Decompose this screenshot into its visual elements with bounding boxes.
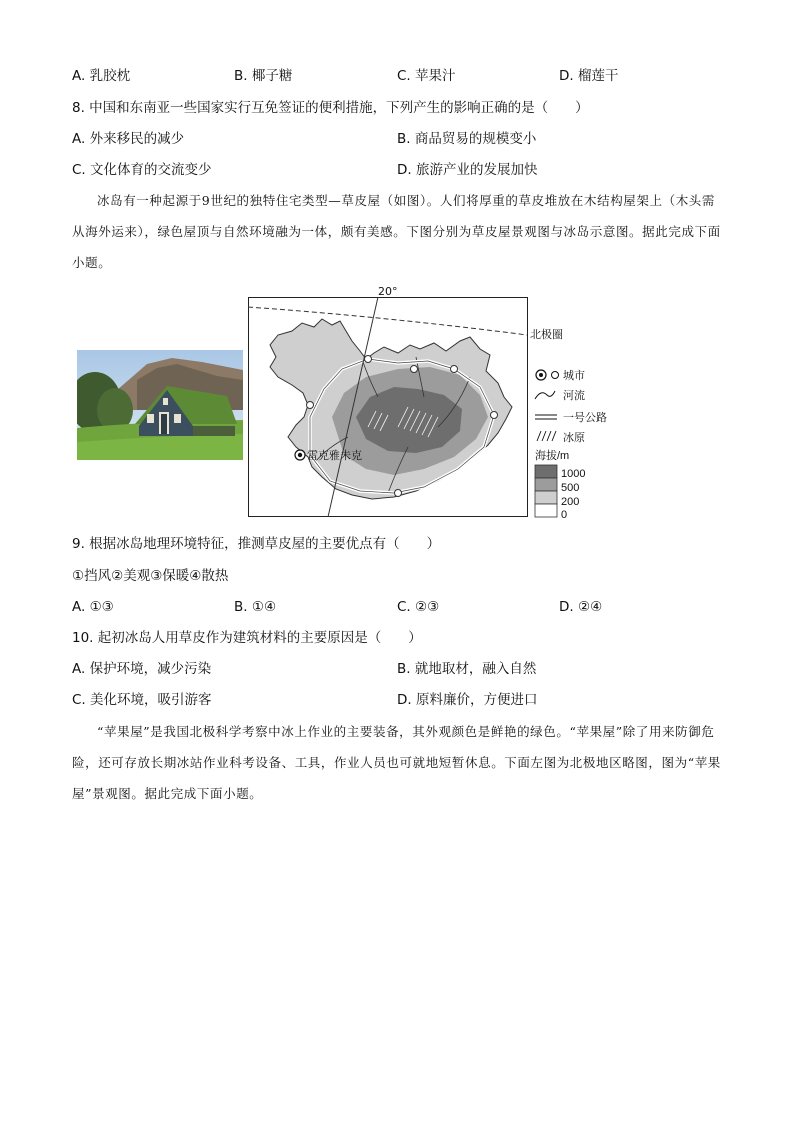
elev-label-1000: 1000 — [561, 468, 586, 480]
legend-highway: 一号公路 — [563, 412, 607, 424]
q9-items: ①挡风②美观③保暖④散热 — [72, 568, 229, 584]
capital-label: 雷克雅未克 — [307, 450, 362, 462]
q10-option-d: D. 原料廉价，方便进口 — [397, 692, 538, 708]
q8-option-a: A. 外来移民的减少 — [72, 131, 185, 147]
q8-option-c: C. 文化体育的交流变少 — [72, 162, 212, 178]
q7-option-b: B. 椰子糖 — [234, 68, 293, 84]
q10-option-c: C. 美化环境，吸引游客 — [72, 692, 212, 708]
q9-option-b: B. ①④ — [234, 599, 277, 615]
map-legend — [533, 365, 633, 525]
elev-swatch-500 — [535, 478, 557, 491]
turf-house-photo — [77, 350, 243, 460]
q8-option-d: D. 旅游产业的发展加快 — [397, 162, 538, 178]
iceland-map — [248, 297, 528, 517]
town-marker — [365, 356, 372, 363]
glacier-icon — [537, 431, 556, 441]
legend-glacier: 冰原 — [563, 432, 585, 444]
town-marker — [307, 402, 314, 409]
q10-stem: 10. 起初冰岛人用草皮作为建筑材料的主要原因是（ ） — [72, 630, 422, 646]
q9-option-a: A. ①③ — [72, 599, 114, 615]
town-marker — [395, 490, 402, 497]
q7-option-a: A. 乳胶枕 — [72, 68, 131, 84]
passage-apple-house: “苹果屋”是我国北极科学考察中冰上作业的主要装备，其外观颜色是鲜艳的绿色。“苹果屋”除了用来防御危险，还可存放长期冰站作业科考设备、工具，作业人员也可就地短暂休息。下面左图为北极地区略图，图为“苹果屋”景观图。据此完成下面小题。 — [72, 724, 721, 801]
q10-option-b: B. 就地取材，融入自然 — [397, 661, 537, 677]
q9-option-d: D. ②④ — [559, 599, 603, 615]
q10-option-a: A. 保护环境，减少污染 — [72, 661, 212, 677]
elev-label-0: 0 — [561, 509, 568, 521]
elev-label-500: 500 — [561, 482, 580, 494]
q7-option-d: D. 榴莲干 — [559, 68, 619, 84]
meridian-label-top: 20° — [378, 285, 398, 298]
town-marker — [451, 366, 458, 373]
legend-city: 城市 — [563, 370, 585, 382]
legend-elevation-title: 海拔/m — [535, 450, 570, 462]
q8-option-b: B. 商品贸易的规模变小 — [397, 131, 537, 147]
arctic-circle-label: 北极圈 — [530, 328, 563, 341]
q9-option-c: C. ②③ — [397, 599, 440, 615]
river-icon — [535, 391, 555, 399]
elev-swatch-200 — [535, 491, 557, 504]
legend-river: 河流 — [563, 390, 585, 402]
elev-label-200: 200 — [561, 496, 580, 508]
q9-stem: 9. 根据冰岛地理环境特征，推测草皮屋的主要优点有（ ） — [72, 536, 441, 552]
elev-swatch-1000 — [535, 465, 557, 478]
city-town-icon — [552, 372, 559, 379]
q8-stem: 8. 中国和东南亚一些国家实行互免签证的便利措施，下列产生的影响正确的是（ ） — [72, 100, 589, 116]
q7-option-c: C. 苹果汁 — [397, 68, 456, 84]
passage-turf-house: 冰岛有一种起源于9世纪的独特住宅类型—草皮屋（如图）。人们将厚重的草皮堆放在木结构屋架上（木头需从海外运来），绿色屋顶与自然环境融为一体，颇有美感。下图分别为草皮屋景观图与冰岛示意图。据此完成下面小题。 — [72, 193, 721, 270]
town-marker — [491, 412, 498, 419]
town-marker — [411, 366, 418, 373]
elev-swatch-0 — [535, 504, 557, 517]
